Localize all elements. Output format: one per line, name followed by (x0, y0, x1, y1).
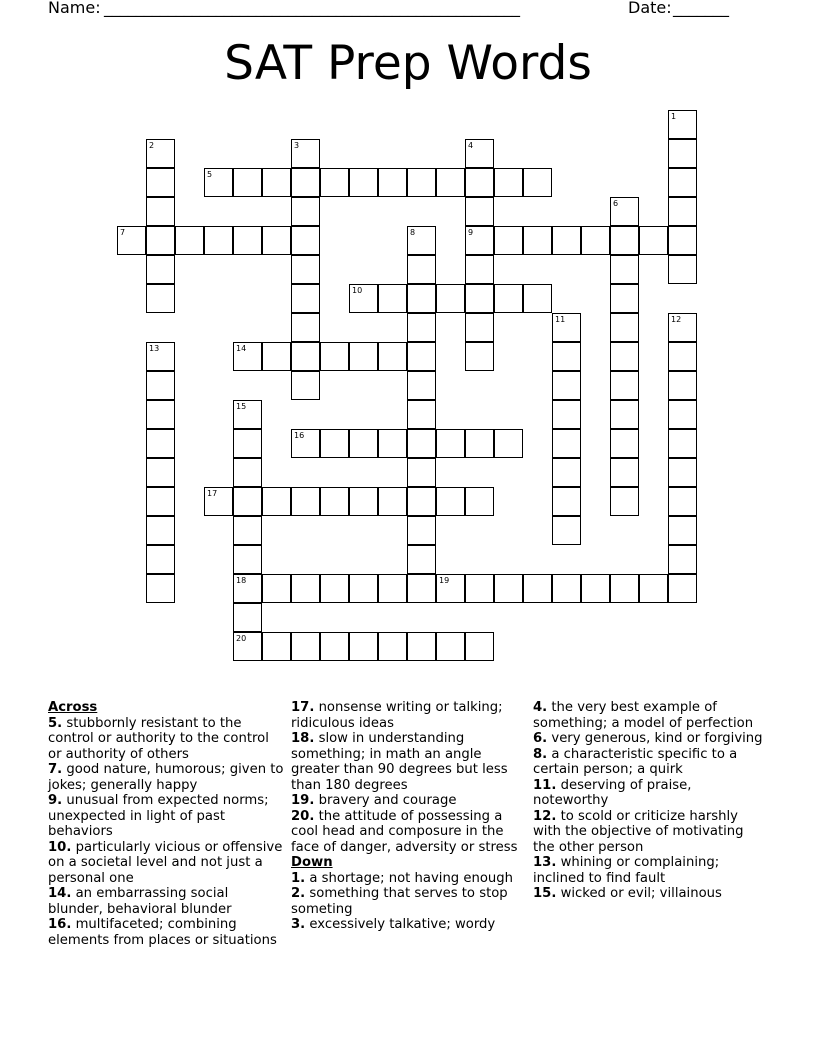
grid-cell[interactable] (494, 284, 523, 313)
clues-column-1 (48, 700, 284, 948)
clue-item-number: 12. (533, 808, 557, 824)
clue-number: 18 (236, 576, 247, 585)
clue-number: 5 (207, 170, 213, 179)
clue-item (533, 778, 769, 809)
grid-cell[interactable] (233, 400, 262, 429)
clue-item-number: 3. (291, 917, 306, 932)
grid-cell[interactable] (610, 313, 639, 342)
grid-cell[interactable] (146, 139, 175, 168)
grid-cell[interactable] (465, 255, 494, 284)
clue-item-text: multifaceted; combining elements from places or situations (48, 917, 277, 948)
grid-cell[interactable] (407, 371, 436, 400)
clue-number: 2 (149, 141, 155, 150)
grid-cell[interactable] (146, 487, 175, 516)
grid-cell[interactable] (668, 574, 697, 603)
clue-item-number: 20. (291, 808, 315, 824)
clue-item (48, 762, 284, 793)
clue-item-text: unusual from expected norms; unexpected in light of past behaviors (48, 793, 269, 839)
grid-cell[interactable] (668, 197, 697, 226)
grid-cell[interactable] (610, 429, 639, 458)
clue-item-number: 16. (48, 917, 72, 932)
clue-number: 19 (439, 576, 450, 585)
date-field[interactable]: _______ (673, 0, 729, 17)
grid-cell[interactable] (146, 574, 175, 603)
grid-cell[interactable] (291, 574, 320, 603)
clue-item-text: a characteristic specific to a certain person; a quirk (533, 746, 738, 777)
clue-item-number: 4. (533, 700, 548, 715)
clue-number: 17 (207, 489, 218, 498)
grid-cell[interactable] (523, 284, 552, 313)
grid-cell[interactable] (146, 197, 175, 226)
grid-cell[interactable] (407, 458, 436, 487)
grid-cell[interactable] (233, 342, 262, 371)
clue-item-text: wicked or evil; villainous (560, 886, 722, 901)
clue-number: 15 (236, 402, 247, 411)
clue-number: 10 (352, 286, 363, 295)
grid-cell[interactable] (291, 197, 320, 226)
clue-item (291, 917, 527, 933)
clue-number: 6 (613, 199, 619, 208)
grid-cell[interactable] (320, 429, 349, 458)
grid-cell[interactable] (378, 168, 407, 197)
clue-item-text: slow in understanding something; in math an angle greater than 90 degrees but less than 180 degrees (291, 731, 508, 793)
grid-cell[interactable] (378, 342, 407, 371)
grid-cell[interactable] (233, 516, 262, 545)
grid-cell[interactable] (146, 429, 175, 458)
grid-cell[interactable] (552, 313, 581, 342)
grid-cell[interactable] (465, 574, 494, 603)
grid-cell[interactable] (465, 487, 494, 516)
grid-cell[interactable] (233, 458, 262, 487)
grid-cell[interactable] (233, 168, 262, 197)
down-heading: Down (291, 855, 333, 870)
clue-item (533, 855, 769, 886)
clue-item (48, 793, 284, 840)
grid-cell[interactable] (552, 516, 581, 545)
grid-cell[interactable] (465, 168, 494, 197)
clue-item-text: stubbornly resistant to the control or authority to the control or authority of others (48, 715, 269, 762)
grid-cell[interactable] (146, 545, 175, 574)
grid-cell[interactable] (407, 313, 436, 342)
clue-item (48, 917, 284, 948)
grid-cell[interactable] (407, 487, 436, 516)
clues-column-3 (533, 700, 769, 902)
clue-number: 14 (236, 344, 247, 353)
grid-cell[interactable] (610, 284, 639, 313)
clue-item-text: deserving of praise, noteworthy (533, 777, 692, 808)
grid-cell[interactable] (407, 632, 436, 661)
grid-cell[interactable] (262, 342, 291, 371)
grid-cell[interactable] (465, 226, 494, 255)
grid-cell[interactable] (146, 168, 175, 197)
grid-cell[interactable] (320, 487, 349, 516)
grid-cell[interactable] (552, 400, 581, 429)
grid-cell[interactable] (407, 400, 436, 429)
grid-cell[interactable] (291, 342, 320, 371)
clue-item (533, 731, 769, 747)
clue-item-text: an embarrassing social blunder, behavioral blunder (48, 886, 232, 917)
clue-item-text: the attitude of possessing a cool head and composure in the face of danger, adversity or stress (291, 808, 518, 855)
clue-item-text: bravery and courage (318, 793, 457, 808)
grid-cell[interactable] (610, 255, 639, 284)
clue-item (533, 809, 769, 856)
grid-cell[interactable] (407, 516, 436, 545)
clue-item (533, 700, 769, 731)
grid-cell[interactable] (291, 487, 320, 516)
clue-item-number: 7. (48, 762, 63, 777)
grid-cell[interactable] (639, 226, 668, 255)
grid-cell[interactable] (291, 632, 320, 661)
grid-cell[interactable] (349, 632, 378, 661)
clue-item-number: 14. (48, 886, 72, 901)
grid-cell[interactable] (378, 574, 407, 603)
grid-cell[interactable] (146, 371, 175, 400)
grid-cell[interactable] (668, 458, 697, 487)
grid-cell[interactable] (494, 429, 523, 458)
clue-number: 11 (555, 315, 566, 324)
grid-cell[interactable] (291, 226, 320, 255)
grid-cell[interactable] (668, 313, 697, 342)
clue-item-text: the very best example of something; a model of perfection (533, 700, 754, 731)
clue-item-number: 19. (291, 793, 315, 808)
clue-number: 16 (294, 431, 305, 440)
grid-cell[interactable] (610, 226, 639, 255)
across-heading: Across (48, 700, 98, 715)
grid-cell[interactable] (378, 429, 407, 458)
clue-item-number: 17. (291, 700, 315, 715)
clue-number: 20 (236, 634, 247, 643)
clue-item-number: 6. (533, 731, 548, 746)
clue-item (533, 886, 769, 902)
grid-cell[interactable] (407, 574, 436, 603)
grid-cell[interactable] (349, 342, 378, 371)
grid-cell[interactable] (523, 168, 552, 197)
grid-cell[interactable] (668, 487, 697, 516)
grid-cell[interactable] (436, 429, 465, 458)
grid-cell[interactable] (320, 574, 349, 603)
grid-cell[interactable] (407, 429, 436, 458)
clue-item-number: 8. (533, 746, 548, 762)
clue-item (291, 700, 527, 731)
grid-cell[interactable] (465, 342, 494, 371)
grid-cell[interactable] (668, 400, 697, 429)
grid-cell[interactable] (610, 371, 639, 400)
clue-number: 1 (671, 112, 677, 121)
grid-cell[interactable] (523, 574, 552, 603)
grid-cell[interactable] (291, 313, 320, 342)
grid-cell[interactable] (668, 226, 697, 255)
grid-cell[interactable] (262, 487, 291, 516)
clue-item-text: very generous, kind or forgiving (551, 731, 763, 746)
grid-cell[interactable] (494, 226, 523, 255)
clue-item-text: excessively talkative; wordy (309, 917, 496, 932)
grid-cell[interactable] (233, 429, 262, 458)
grid-cell[interactable] (233, 574, 262, 603)
grid-cell[interactable] (262, 574, 291, 603)
clue-number: 13 (149, 344, 160, 353)
grid-cell[interactable] (465, 139, 494, 168)
grid-cell[interactable] (610, 458, 639, 487)
date-label: Date: (628, 0, 672, 17)
grid-cell[interactable] (552, 574, 581, 603)
grid-cell[interactable] (465, 284, 494, 313)
clue-item (291, 793, 527, 809)
name-field[interactable]: ____________________________________________________ (104, 0, 520, 17)
grid-cell[interactable] (494, 168, 523, 197)
clue-item-number: 11. (533, 777, 557, 793)
clue-item-number: 9. (48, 793, 63, 808)
grid-cell[interactable] (349, 487, 378, 516)
clue-number: 9 (468, 228, 474, 237)
grid-cell[interactable] (262, 632, 291, 661)
grid-cell[interactable] (436, 632, 465, 661)
grid-cell[interactable] (291, 284, 320, 313)
grid-cell[interactable] (436, 574, 465, 603)
grid-cell[interactable] (668, 255, 697, 284)
grid-cell[interactable] (465, 429, 494, 458)
clue-item-text: to scold or criticize harshly with the objective of motivating the other person (533, 808, 744, 855)
grid-cell[interactable] (146, 400, 175, 429)
grid-cell[interactable] (610, 197, 639, 226)
clue-item-number: 5. (48, 715, 63, 731)
grid-cell[interactable] (436, 284, 465, 313)
clue-item (533, 747, 769, 778)
grid-cell[interactable] (668, 139, 697, 168)
grid-cell[interactable] (146, 226, 175, 255)
grid-cell[interactable] (610, 487, 639, 516)
grid-cell[interactable] (610, 400, 639, 429)
clue-number: 7 (120, 228, 126, 237)
grid-cell[interactable] (668, 545, 697, 574)
clue-item-number: 2. (291, 886, 306, 901)
grid-cell[interactable] (233, 632, 262, 661)
grid-cell[interactable] (581, 226, 610, 255)
grid-cell[interactable] (349, 284, 378, 313)
grid-cell[interactable] (610, 574, 639, 603)
page-title: SAT Prep Words (224, 36, 592, 91)
clue-item (291, 871, 527, 887)
grid-cell[interactable] (378, 284, 407, 313)
grid-cell[interactable] (436, 487, 465, 516)
clue-number: 12 (671, 315, 682, 324)
grid-cell[interactable] (668, 342, 697, 371)
clue-item (48, 840, 284, 887)
grid-cell[interactable] (378, 487, 407, 516)
grid-cell[interactable] (523, 226, 552, 255)
grid-cell[interactable] (146, 284, 175, 313)
grid-cell[interactable] (291, 371, 320, 400)
grid-cell[interactable] (349, 429, 378, 458)
clue-item-text: nonsense writing or talking; ridiculous ideas (291, 700, 503, 731)
grid-cell[interactable] (349, 168, 378, 197)
grid-cell[interactable] (262, 226, 291, 255)
grid-cell[interactable] (552, 458, 581, 487)
grid-cell[interactable] (668, 168, 697, 197)
clue-item-number: 10. (48, 839, 72, 855)
clue-item-number: 18. (291, 731, 315, 746)
grid-cell[interactable] (465, 632, 494, 661)
clue-item (291, 731, 527, 793)
clue-item (291, 809, 527, 856)
clue-item-text: something that serves to stop someting (291, 886, 508, 917)
clue-item-text: a shortage; not having enough (309, 870, 513, 886)
grid-cell[interactable] (233, 603, 262, 632)
clue-item (48, 886, 284, 917)
grid-cell[interactable] (668, 110, 697, 139)
grid-cell[interactable] (552, 226, 581, 255)
grid-cell[interactable] (552, 487, 581, 516)
grid-cell[interactable] (610, 342, 639, 371)
grid-cell[interactable] (465, 313, 494, 342)
grid-cell[interactable] (552, 342, 581, 371)
grid-cell[interactable] (291, 168, 320, 197)
grid-cell[interactable] (204, 487, 233, 516)
grid-cell[interactable] (465, 197, 494, 226)
grid-cell[interactable] (349, 574, 378, 603)
clue-item-number: 15. (533, 886, 557, 901)
grid-cell[interactable] (146, 458, 175, 487)
clue-item-number: 1. (291, 870, 306, 886)
clue-item-text: good nature, humorous; given to jokes; generally happy (48, 762, 284, 793)
grid-cell[interactable] (320, 632, 349, 661)
grid-cell[interactable] (407, 284, 436, 313)
grid-cell[interactable] (320, 168, 349, 197)
clue-number: 3 (294, 141, 300, 150)
grid-cell[interactable] (320, 342, 349, 371)
grid-cell[interactable] (494, 574, 523, 603)
clue-item (291, 886, 527, 917)
grid-cell[interactable] (407, 226, 436, 255)
grid-cell[interactable] (407, 168, 436, 197)
name-label: Name: (48, 0, 101, 17)
clue-item-text: particularly vicious or offensive on a societal level and not just a personal one (48, 839, 283, 886)
clue-item (48, 716, 284, 763)
grid-cell[interactable] (552, 371, 581, 400)
grid-cell[interactable] (175, 226, 204, 255)
clue-item-text: whining or complaining; inclined to find fault (533, 855, 720, 886)
grid-cell[interactable] (233, 487, 262, 516)
grid-cell[interactable] (117, 226, 146, 255)
grid-cell[interactable] (436, 168, 465, 197)
grid-cell[interactable] (581, 574, 610, 603)
clue-number: 8 (410, 228, 416, 237)
grid-cell[interactable] (668, 429, 697, 458)
grid-cell[interactable] (407, 545, 436, 574)
grid-cell[interactable] (233, 226, 262, 255)
grid-cell[interactable] (146, 516, 175, 545)
grid-cell[interactable] (204, 226, 233, 255)
grid-cell[interactable] (233, 545, 262, 574)
grid-cell[interactable] (291, 429, 320, 458)
grid-cell[interactable] (146, 342, 175, 371)
clue-number: 4 (468, 141, 474, 150)
clue-item-number: 13. (533, 855, 557, 870)
grid-cell[interactable] (291, 255, 320, 284)
grid-cell[interactable] (291, 139, 320, 168)
grid-cell[interactable] (668, 371, 697, 400)
clues-column-2 (291, 700, 527, 933)
grid-cell[interactable] (262, 168, 291, 197)
grid-cell[interactable] (639, 574, 668, 603)
grid-cell[interactable] (407, 342, 436, 371)
grid-cell[interactable] (552, 429, 581, 458)
grid-cell[interactable] (204, 168, 233, 197)
grid-cell[interactable] (378, 632, 407, 661)
grid-cell[interactable] (146, 255, 175, 284)
grid-cell[interactable] (407, 255, 436, 284)
grid-cell[interactable] (668, 516, 697, 545)
